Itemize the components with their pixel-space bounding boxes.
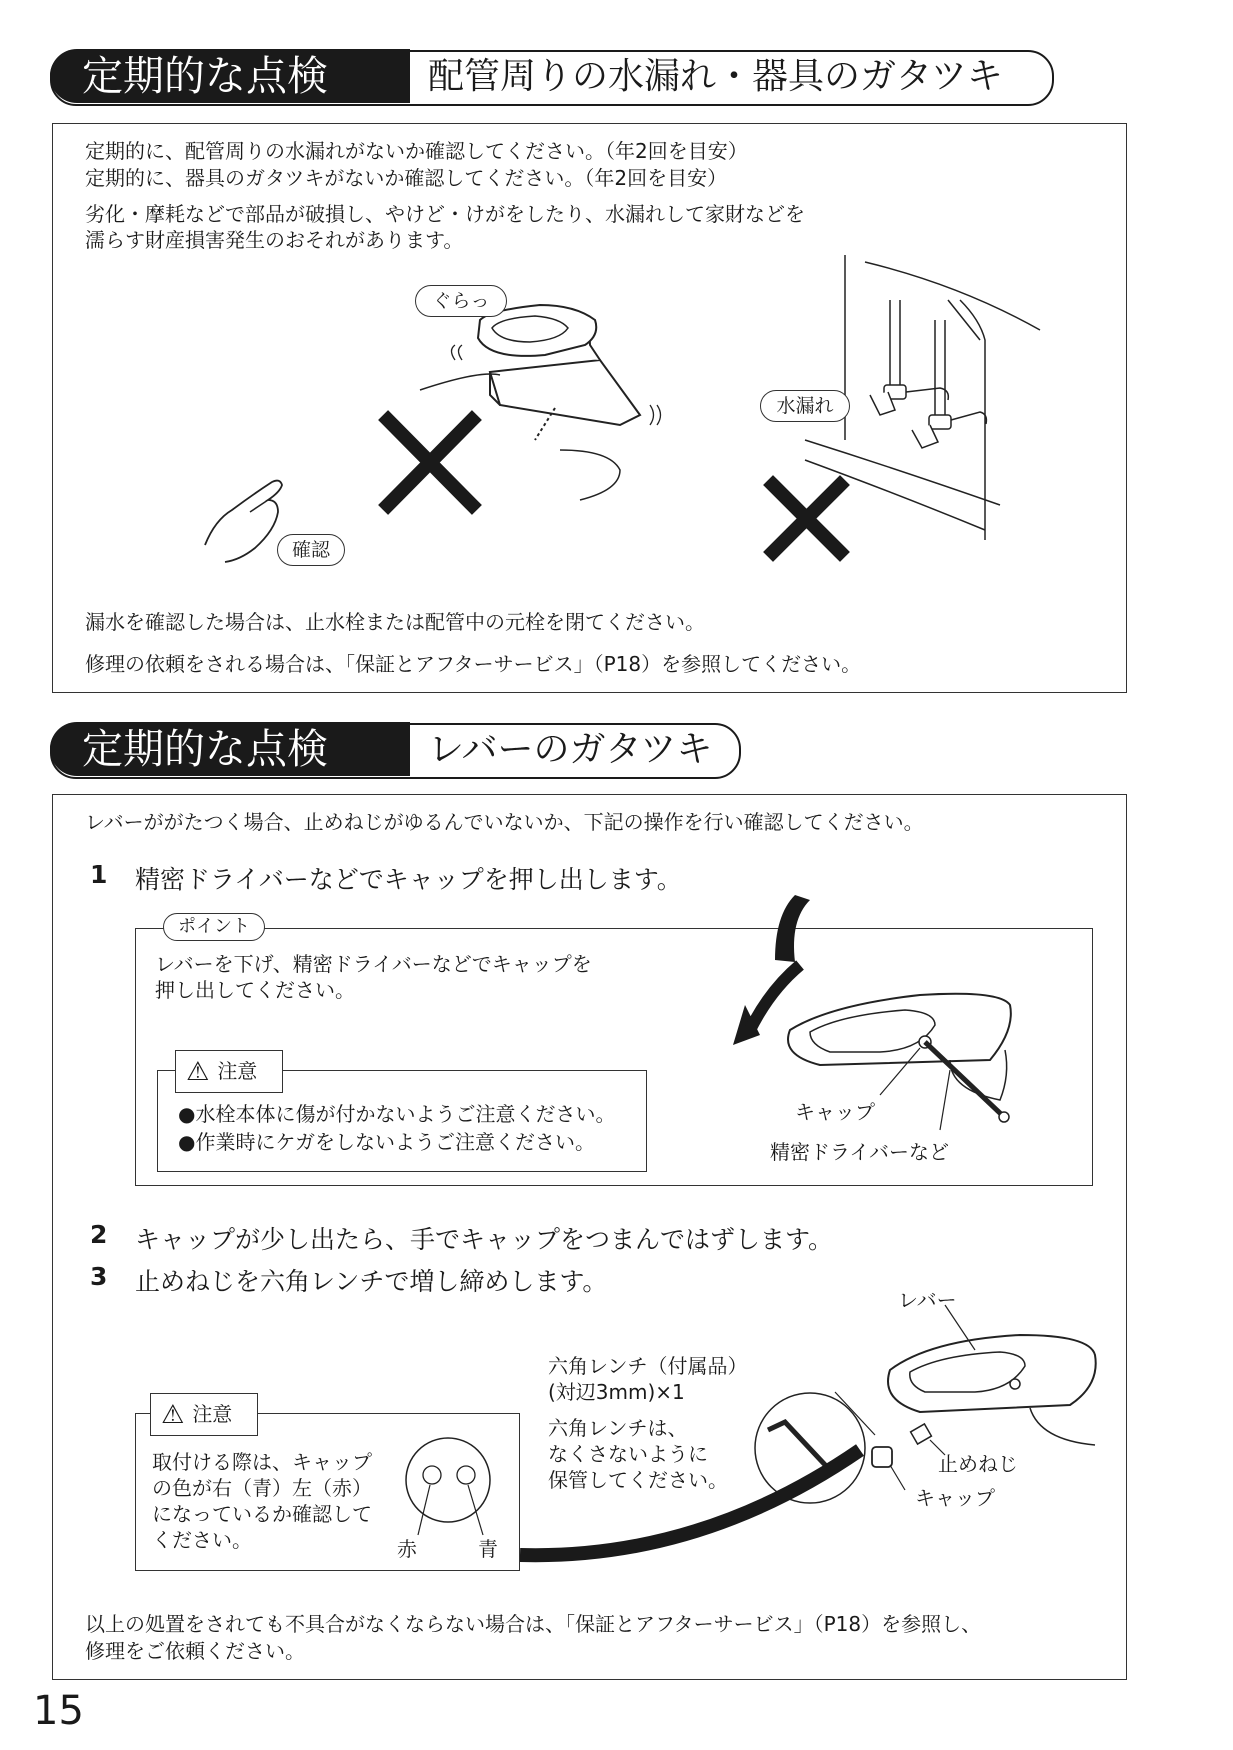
section2-tag: 定期的な点検 [50,722,410,776]
step2-text: キャップが少し出たら、手でキャップをつまんではずします。 [135,1225,834,1254]
caution-header-2 [150,1393,258,1436]
section2-title: レバーのガタツキ [428,729,713,770]
leak-label: 水漏れ [760,390,850,422]
section1-note1: 漏水を確認した場合は、止水栓または配管中の元栓を閉てください。 [85,610,705,634]
caution1-line2: ●作業時にケガをしないようご注意ください。 [178,1130,596,1154]
section1-warn1: 劣化・摩耗などで部品が破損し、やけど・けがをしたり、水漏れして家財などを [85,202,805,226]
point-text2: 押し出してください。 [155,978,355,1002]
caution2-line2: の色が右（青）左（赤） [152,1476,372,1500]
fig2-cap-label: キャップ [915,1486,995,1510]
step3-number: 3 [90,1262,108,1291]
step3-text: 止めねじを六角レンチで増し締めします。 [135,1267,608,1296]
section1-tag: 定期的な点検 [50,49,410,103]
point-text1: レバーを下げ、精密ドライバーなどでキャップを [155,952,592,976]
caution-label-1: 注意 [217,1059,258,1083]
caution2-line4: ください。 [152,1528,252,1552]
caution2-line3: になっているか確認して [152,1502,372,1526]
fig2-keep3: 保管してください。 [548,1468,728,1492]
section2-intro: レバーががたつく場合、止めねじがゆるんでいないか、下記の操作を行い確認してください。 [85,810,924,834]
section1-intro1: 定期的に、配管周りの水漏れがないか確認してください。（年2回を目安） [85,139,748,163]
fig2-keep2: なくさないように [548,1442,708,1466]
warning-icon: ⚠ [186,1057,210,1087]
wobble-label: ぐらっ [415,285,507,317]
red-label: 赤 [397,1537,417,1561]
section1-note2: 修理の依頼をされる場合は、「保証とアフターサービス」（P18）を参照してください。 [85,652,862,676]
page-number: 15 [33,1688,84,1734]
section1-warn2: 濡らす財産損害発生のおそれがあります。 [85,228,464,252]
caution-label-2: 注意 [192,1402,233,1426]
section1-title: 配管周りの水漏れ・器具のガタツキ [428,56,1003,97]
fig2-wrench-label2: (対辺3mm)×1 [548,1380,685,1404]
caution1-line1: ●水栓本体に傷が付かないようご注意ください。 [178,1102,616,1126]
check-label: 確認 [277,534,345,566]
fig2-wrench-label1: 六角レンチ（付属品） [548,1354,748,1378]
blue-label: 青 [478,1537,498,1561]
step2-number: 2 [90,1220,108,1249]
section1-intro2: 定期的に、器具のガタツキがないか確認してください。（年2回を目安） [85,166,728,190]
warning-icon-2: ⚠ [161,1400,185,1430]
fig1-cap-label: キャップ [795,1100,875,1124]
fig2-screw-label: 止めねじ [938,1452,1018,1476]
step1-text: 精密ドライバーなどでキャップを押し出します。 [135,865,682,894]
fig1-driver-label: 精密ドライバーなど [770,1140,949,1164]
caution2-line1: 取付ける際は、キャップ [152,1450,372,1474]
fig2-lever-label: レバー [898,1288,957,1312]
fig2-keep1: 六角レンチは、 [548,1416,688,1440]
step1-number: 1 [90,860,108,889]
section2-outro2: 修理をご依頼ください。 [85,1639,305,1663]
point-label: ポイント [163,913,265,941]
section2-outro1: 以上の処置をされても不具合がなくならない場合は、「保証とアフターサービス」（P18）を参照し、 [85,1612,982,1636]
